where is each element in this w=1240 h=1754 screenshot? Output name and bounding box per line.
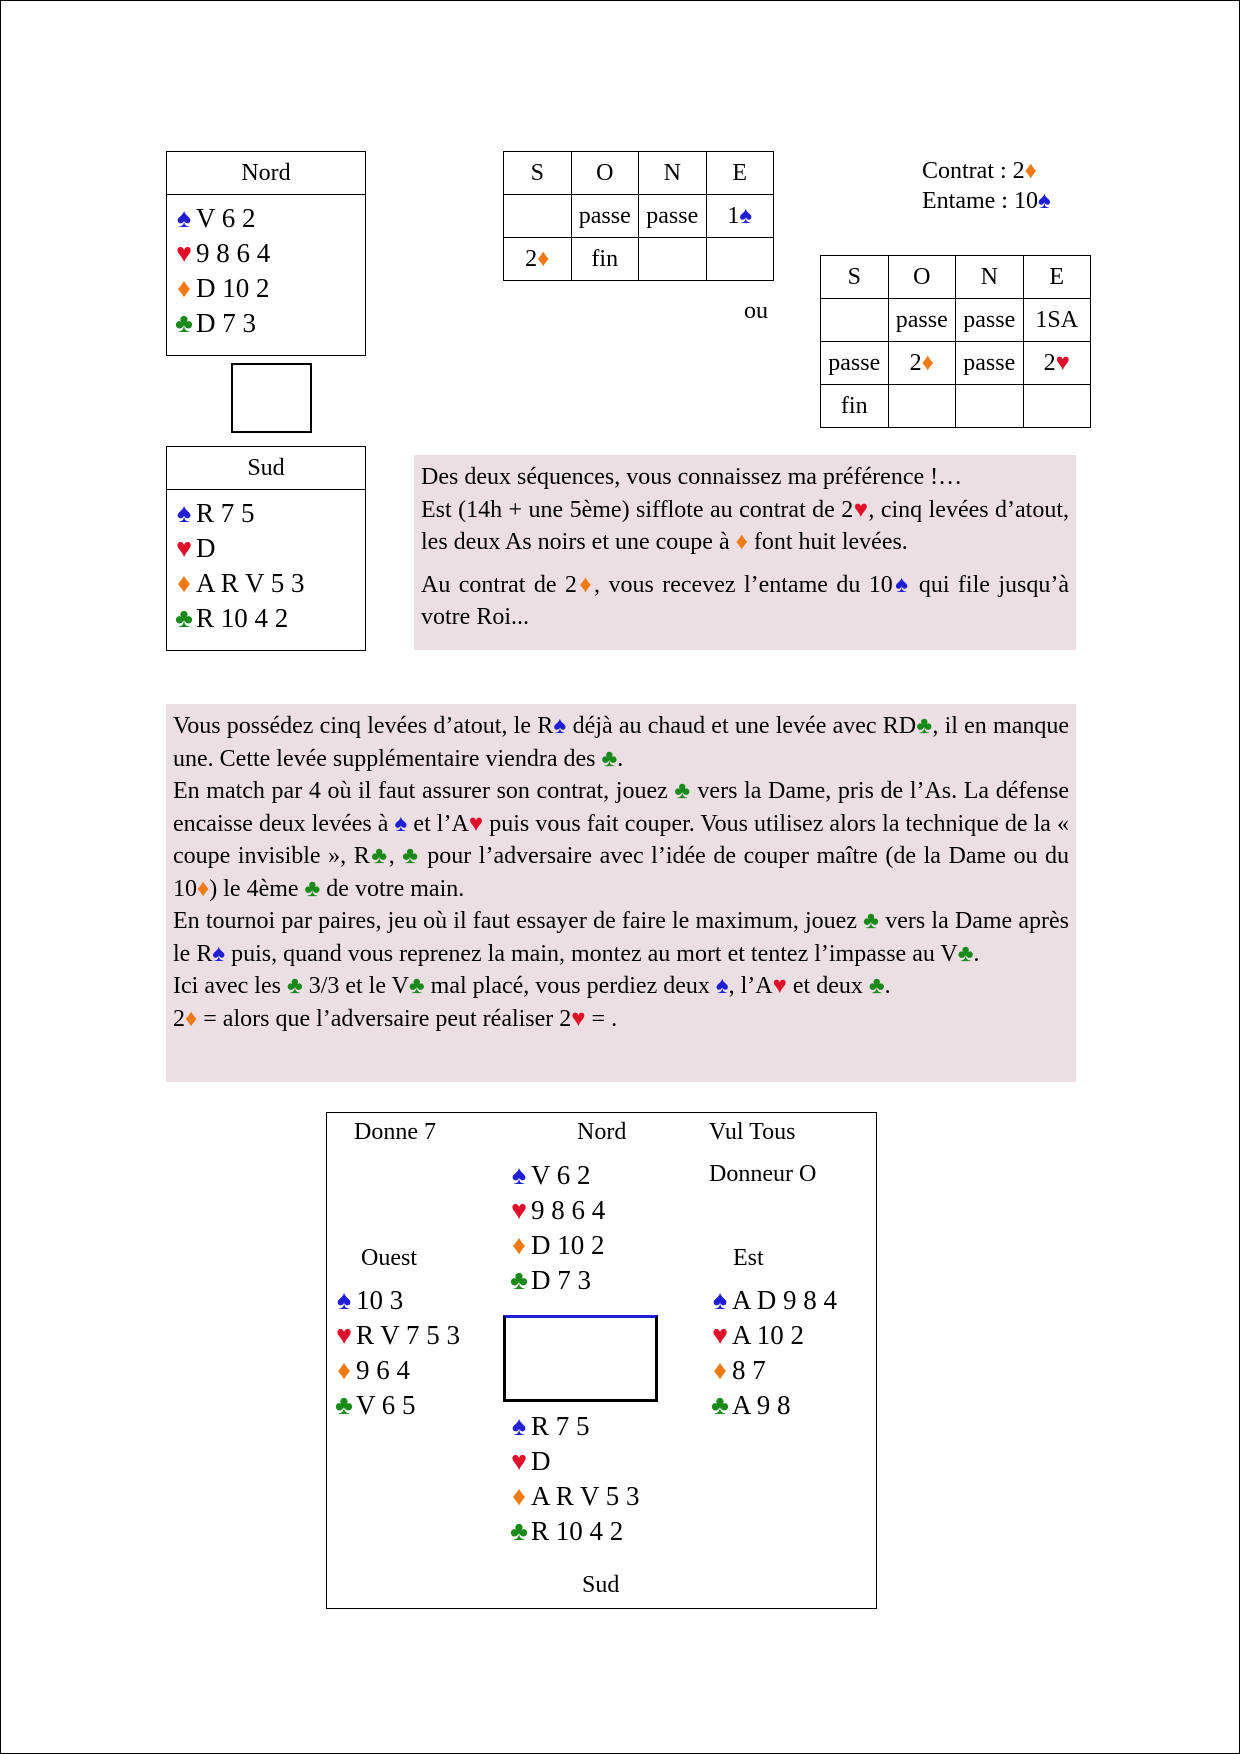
hand-cards: A D 9 8 4: [732, 1285, 838, 1315]
bidding-table-1: [503, 151, 774, 281]
club-icon: ♣: [868, 973, 885, 999]
sud-hand-box: [166, 446, 366, 651]
hand-cards: R 10 4 2: [196, 603, 289, 633]
hand-line: [507, 1228, 605, 1263]
hand-line: [332, 1318, 460, 1353]
bid-cell: [504, 238, 572, 281]
sud-label: Sud: [582, 1572, 620, 1598]
commentary-1-text: [421, 461, 1069, 634]
paragraph: [173, 710, 1069, 775]
text-run: 2: [1043, 349, 1056, 376]
text-run: Est (14h + une 5ème) sifflote au contrat de 2: [421, 496, 854, 523]
bid-header: N: [639, 152, 707, 195]
heart-icon: ♥: [175, 533, 193, 563]
hand-cards: V 6 2: [531, 1160, 591, 1190]
bid-cell: fin: [821, 385, 889, 428]
bid-cell: passe: [639, 195, 707, 238]
est-hand: [708, 1283, 837, 1423]
paragraph: [173, 775, 1069, 905]
text-run: puis, quand vous reprenez la main, montez au mort et tentez l’impasse au V: [225, 940, 958, 967]
hand-line: [332, 1283, 460, 1318]
spade-icon: ♠: [511, 1411, 527, 1441]
paragraph: [421, 461, 1069, 494]
diamond-icon: ♦: [537, 245, 550, 272]
text-run: .: [884, 973, 891, 999]
table-square: [231, 363, 312, 433]
hand-line: [708, 1388, 837, 1423]
spade-icon: ♠: [892, 571, 911, 598]
text-run: et deux: [786, 973, 869, 999]
diamond-icon: ♦: [921, 349, 934, 376]
club-icon: ♣: [335, 1390, 353, 1420]
diamond-icon: ♦: [197, 875, 210, 902]
diamond-icon: ♦: [713, 1355, 727, 1385]
text-run: 2: [173, 1005, 185, 1032]
text-run: Des deux séquences, vous connaissez ma préférence !…: [421, 464, 963, 490]
club-icon: ♣: [175, 308, 193, 338]
diamond-icon: ♦: [177, 273, 191, 303]
hand-cards: 9 8 6 4: [196, 238, 271, 268]
heart-icon: ♥: [1055, 349, 1070, 376]
club-icon: ♣: [369, 843, 389, 869]
diamond-icon: ♦: [576, 571, 595, 598]
club-icon: ♣: [863, 908, 880, 934]
text-run: font huit levées.: [747, 529, 908, 555]
club-icon: ♣: [711, 1390, 729, 1420]
hand-cards: D 7 3: [531, 1265, 591, 1295]
text-run: 1: [727, 202, 740, 229]
hand-cards: R V 7 5 3: [356, 1320, 461, 1350]
text-run: ,: [388, 843, 403, 869]
nord-hand-box: [166, 151, 366, 356]
heart-icon: ♥: [510, 1446, 528, 1476]
text-run: , cinq levées d’atout, les deux As noirs et une coupe à: [421, 496, 1070, 555]
bid-cell: fin: [571, 238, 639, 281]
text-run: .: [617, 745, 624, 772]
bid-cell: passe: [956, 299, 1024, 342]
heart-icon: ♥: [468, 810, 484, 837]
nord-label: Nord: [577, 1119, 627, 1145]
heart-icon: ♥: [510, 1195, 528, 1225]
text-run: .: [973, 940, 980, 967]
diamond-icon: ♦: [185, 1005, 198, 1032]
spade-icon: ♠: [336, 1285, 352, 1315]
hand-cards: V 6 2: [196, 203, 256, 233]
bid-cell: [706, 238, 774, 281]
dealer: Donneur O: [709, 1161, 817, 1187]
hand-cards: 10 3: [356, 1285, 404, 1315]
bid-cell: [888, 385, 956, 428]
hand-cards: 8 7: [732, 1355, 766, 1385]
hand-cards: A R V 5 3: [531, 1481, 640, 1511]
paragraph: [173, 970, 1069, 1003]
diamond-icon: ♦: [512, 1481, 526, 1511]
hand-cards: D 7 3: [196, 308, 256, 338]
bid-cell: [1023, 342, 1091, 385]
sud-hand-lines: [167, 490, 365, 636]
bid-header: S: [504, 152, 572, 195]
bid-cell: [888, 342, 956, 385]
commentary-2-text: [173, 710, 1069, 1035]
hand-line: [332, 1353, 460, 1388]
hand-cards: D: [196, 533, 216, 563]
bid-header: N: [956, 256, 1024, 299]
hand-line: [172, 201, 365, 236]
bid-header: O: [888, 256, 956, 299]
spade-icon: ♠: [394, 810, 408, 837]
lead-label: Entame : 10: [922, 188, 1038, 214]
hand-line: [507, 1444, 640, 1479]
hand-cards: A 10 2: [732, 1320, 805, 1350]
club-icon: ♣: [408, 973, 425, 999]
hand-line: [708, 1353, 837, 1388]
bid-cell: passe: [888, 299, 956, 342]
text-run: 2: [909, 349, 922, 376]
lead-line: [922, 188, 1051, 215]
hand-line: [507, 1514, 640, 1549]
diamond-icon: ♦: [512, 1230, 526, 1260]
vulnerability: Vul Tous: [709, 1119, 796, 1145]
paragraph: [173, 1003, 1069, 1036]
text-run: 3/3 et le V: [302, 973, 409, 999]
spade-icon: ♠: [212, 940, 226, 967]
hand-line: [507, 1193, 605, 1228]
hand-cards: R 7 5: [531, 1411, 590, 1441]
text-run: , vous recevez l’entame du 10: [594, 571, 893, 598]
bid-cell: passe: [571, 195, 639, 238]
table-rectangle: [503, 1315, 658, 1402]
bid-header: E: [706, 152, 774, 195]
club-icon: ♣: [916, 713, 933, 739]
bidding-table-2: [820, 255, 1091, 428]
deal-number: Donne 7: [354, 1119, 436, 1145]
paragraph: [421, 569, 1069, 634]
hand-cards: D: [531, 1446, 551, 1476]
text-run: puis vous fait couper. Vous utilisez alors la technique de la « coupe invisible », R: [173, 810, 1070, 869]
text-run: , l’A: [728, 973, 773, 999]
diamond-icon: ♦: [337, 1355, 351, 1385]
club-icon: ♣: [601, 745, 618, 772]
hand-cards: A R V 5 3: [196, 568, 305, 598]
spade-icon: ♠: [715, 973, 729, 999]
hand-line: [507, 1409, 640, 1444]
ouest-label: Ouest: [361, 1245, 417, 1271]
bid-cell: 1SA: [1023, 299, 1091, 342]
bid-cell: [639, 238, 707, 281]
text-run: qui file jusqu’à votre Roi...: [421, 571, 1069, 630]
sud-hand: [507, 1409, 640, 1549]
bid-cell: [504, 195, 572, 238]
hand-cards: D 10 2: [531, 1230, 605, 1260]
bid-header: S: [821, 256, 889, 299]
heart-icon: ♥: [335, 1320, 353, 1350]
hand-line: [507, 1263, 605, 1298]
nord-hand-lines: [167, 195, 365, 341]
ouest-hand: [332, 1283, 460, 1423]
hand-line: [708, 1318, 837, 1353]
bid-header: E: [1023, 256, 1091, 299]
text-run: Ici avec les: [173, 973, 287, 999]
hand-line: [507, 1158, 605, 1193]
text-run: = alors que l’adversaire peut réaliser 2: [197, 1005, 572, 1032]
diamond-icon: ♦: [1024, 158, 1037, 184]
est-label: Est: [733, 1245, 764, 1271]
spade-icon: ♠: [176, 498, 192, 528]
contract-label: Contrat : 2: [922, 158, 1025, 184]
text-run: , il en manque une. Cette levée supplémentaire viendra des: [173, 713, 1070, 772]
club-icon: ♣: [402, 843, 420, 869]
text-run: ) le 4ème: [209, 875, 305, 902]
text-run: Au contrat de 2: [421, 571, 577, 598]
hand-line: [172, 601, 365, 636]
hand-line: [172, 531, 365, 566]
text-run: déjà au chaud et une levée avec RD: [566, 713, 917, 739]
text-run: de votre main.: [320, 875, 465, 902]
hand-line: [507, 1479, 640, 1514]
bid-header: O: [571, 152, 639, 195]
club-icon: ♣: [674, 778, 691, 804]
text-run: et l’A: [407, 810, 469, 837]
hand-line: [172, 236, 365, 271]
heart-icon: ♥: [571, 1005, 586, 1032]
text-run: = .: [585, 1005, 618, 1032]
hand-line: [172, 271, 365, 306]
or-label: ou: [744, 298, 768, 324]
spade-icon: ♠: [553, 713, 567, 739]
spade-icon: ♠: [176, 203, 192, 233]
bid-cell: [1023, 385, 1091, 428]
club-icon: ♣: [510, 1265, 528, 1295]
sud-hand-title: Sud: [167, 447, 365, 490]
hand-line: [172, 496, 365, 531]
bid-cell: [706, 195, 774, 238]
text-run: vers la Dame, pris de l’As. La défense encaisse deux levées à: [173, 778, 1070, 837]
hand-line: [172, 566, 365, 601]
nord-hand: [507, 1158, 605, 1298]
text-run: Vous possédez cinq levées d’atout, le R: [173, 713, 554, 739]
bid-cell: [821, 299, 889, 342]
hand-line: [708, 1283, 837, 1318]
diamond-icon: ♦: [735, 529, 748, 555]
text-run: 2: [525, 245, 538, 272]
hand-cards: R 7 5: [196, 498, 255, 528]
club-icon: ♣: [510, 1516, 528, 1546]
hand-line: [172, 306, 365, 341]
club-icon: ♣: [304, 875, 321, 902]
bid-cell: [956, 385, 1024, 428]
hand-cards: A 9 8: [732, 1390, 791, 1420]
hand-cards: R 10 4 2: [531, 1516, 624, 1546]
hand-line: [332, 1388, 460, 1423]
hand-cards: V 6 5: [356, 1390, 416, 1420]
paragraph: [421, 494, 1069, 559]
club-icon: ♣: [175, 603, 193, 633]
commentary-panel-1: [414, 455, 1076, 650]
text-run: En match par 4 où il faut assurer son contrat, jouez: [173, 778, 675, 804]
heart-icon: ♥: [711, 1320, 729, 1350]
text-run: En tournoi par paires, jeu où il faut essayer de faire le maximum, jouez: [173, 908, 864, 934]
text-run: mal placé, vous perdiez deux: [424, 973, 716, 999]
spade-icon: ♠: [712, 1285, 728, 1315]
paragraph: [173, 905, 1069, 970]
club-icon: ♣: [286, 973, 303, 999]
text-run: pour l’adversaire avec l’idée de couper maître (de la Dame ou du 10: [173, 843, 1070, 902]
heart-icon: ♥: [853, 496, 869, 523]
diamond-icon: ♦: [177, 568, 191, 598]
heart-icon: ♥: [175, 238, 193, 268]
bid-cell: passe: [956, 342, 1024, 385]
deal-diagram: [326, 1112, 877, 1609]
nord-hand-title: Nord: [167, 152, 365, 195]
text-run: vers la Dame après le R: [173, 908, 1070, 967]
bid-cell: passe: [821, 342, 889, 385]
spade-icon: ♠: [511, 1160, 527, 1190]
club-icon: ♣: [957, 940, 974, 967]
hand-cards: 9 8 6 4: [531, 1195, 606, 1225]
hand-cards: D 10 2: [196, 273, 270, 303]
contract-line: [922, 158, 1037, 185]
heart-icon: ♥: [772, 973, 787, 999]
commentary-panel-2: [166, 704, 1076, 1082]
hand-cards: 9 6 4: [356, 1355, 410, 1385]
spade-icon: ♠: [739, 202, 753, 229]
spade-icon: ♠: [1037, 188, 1051, 214]
